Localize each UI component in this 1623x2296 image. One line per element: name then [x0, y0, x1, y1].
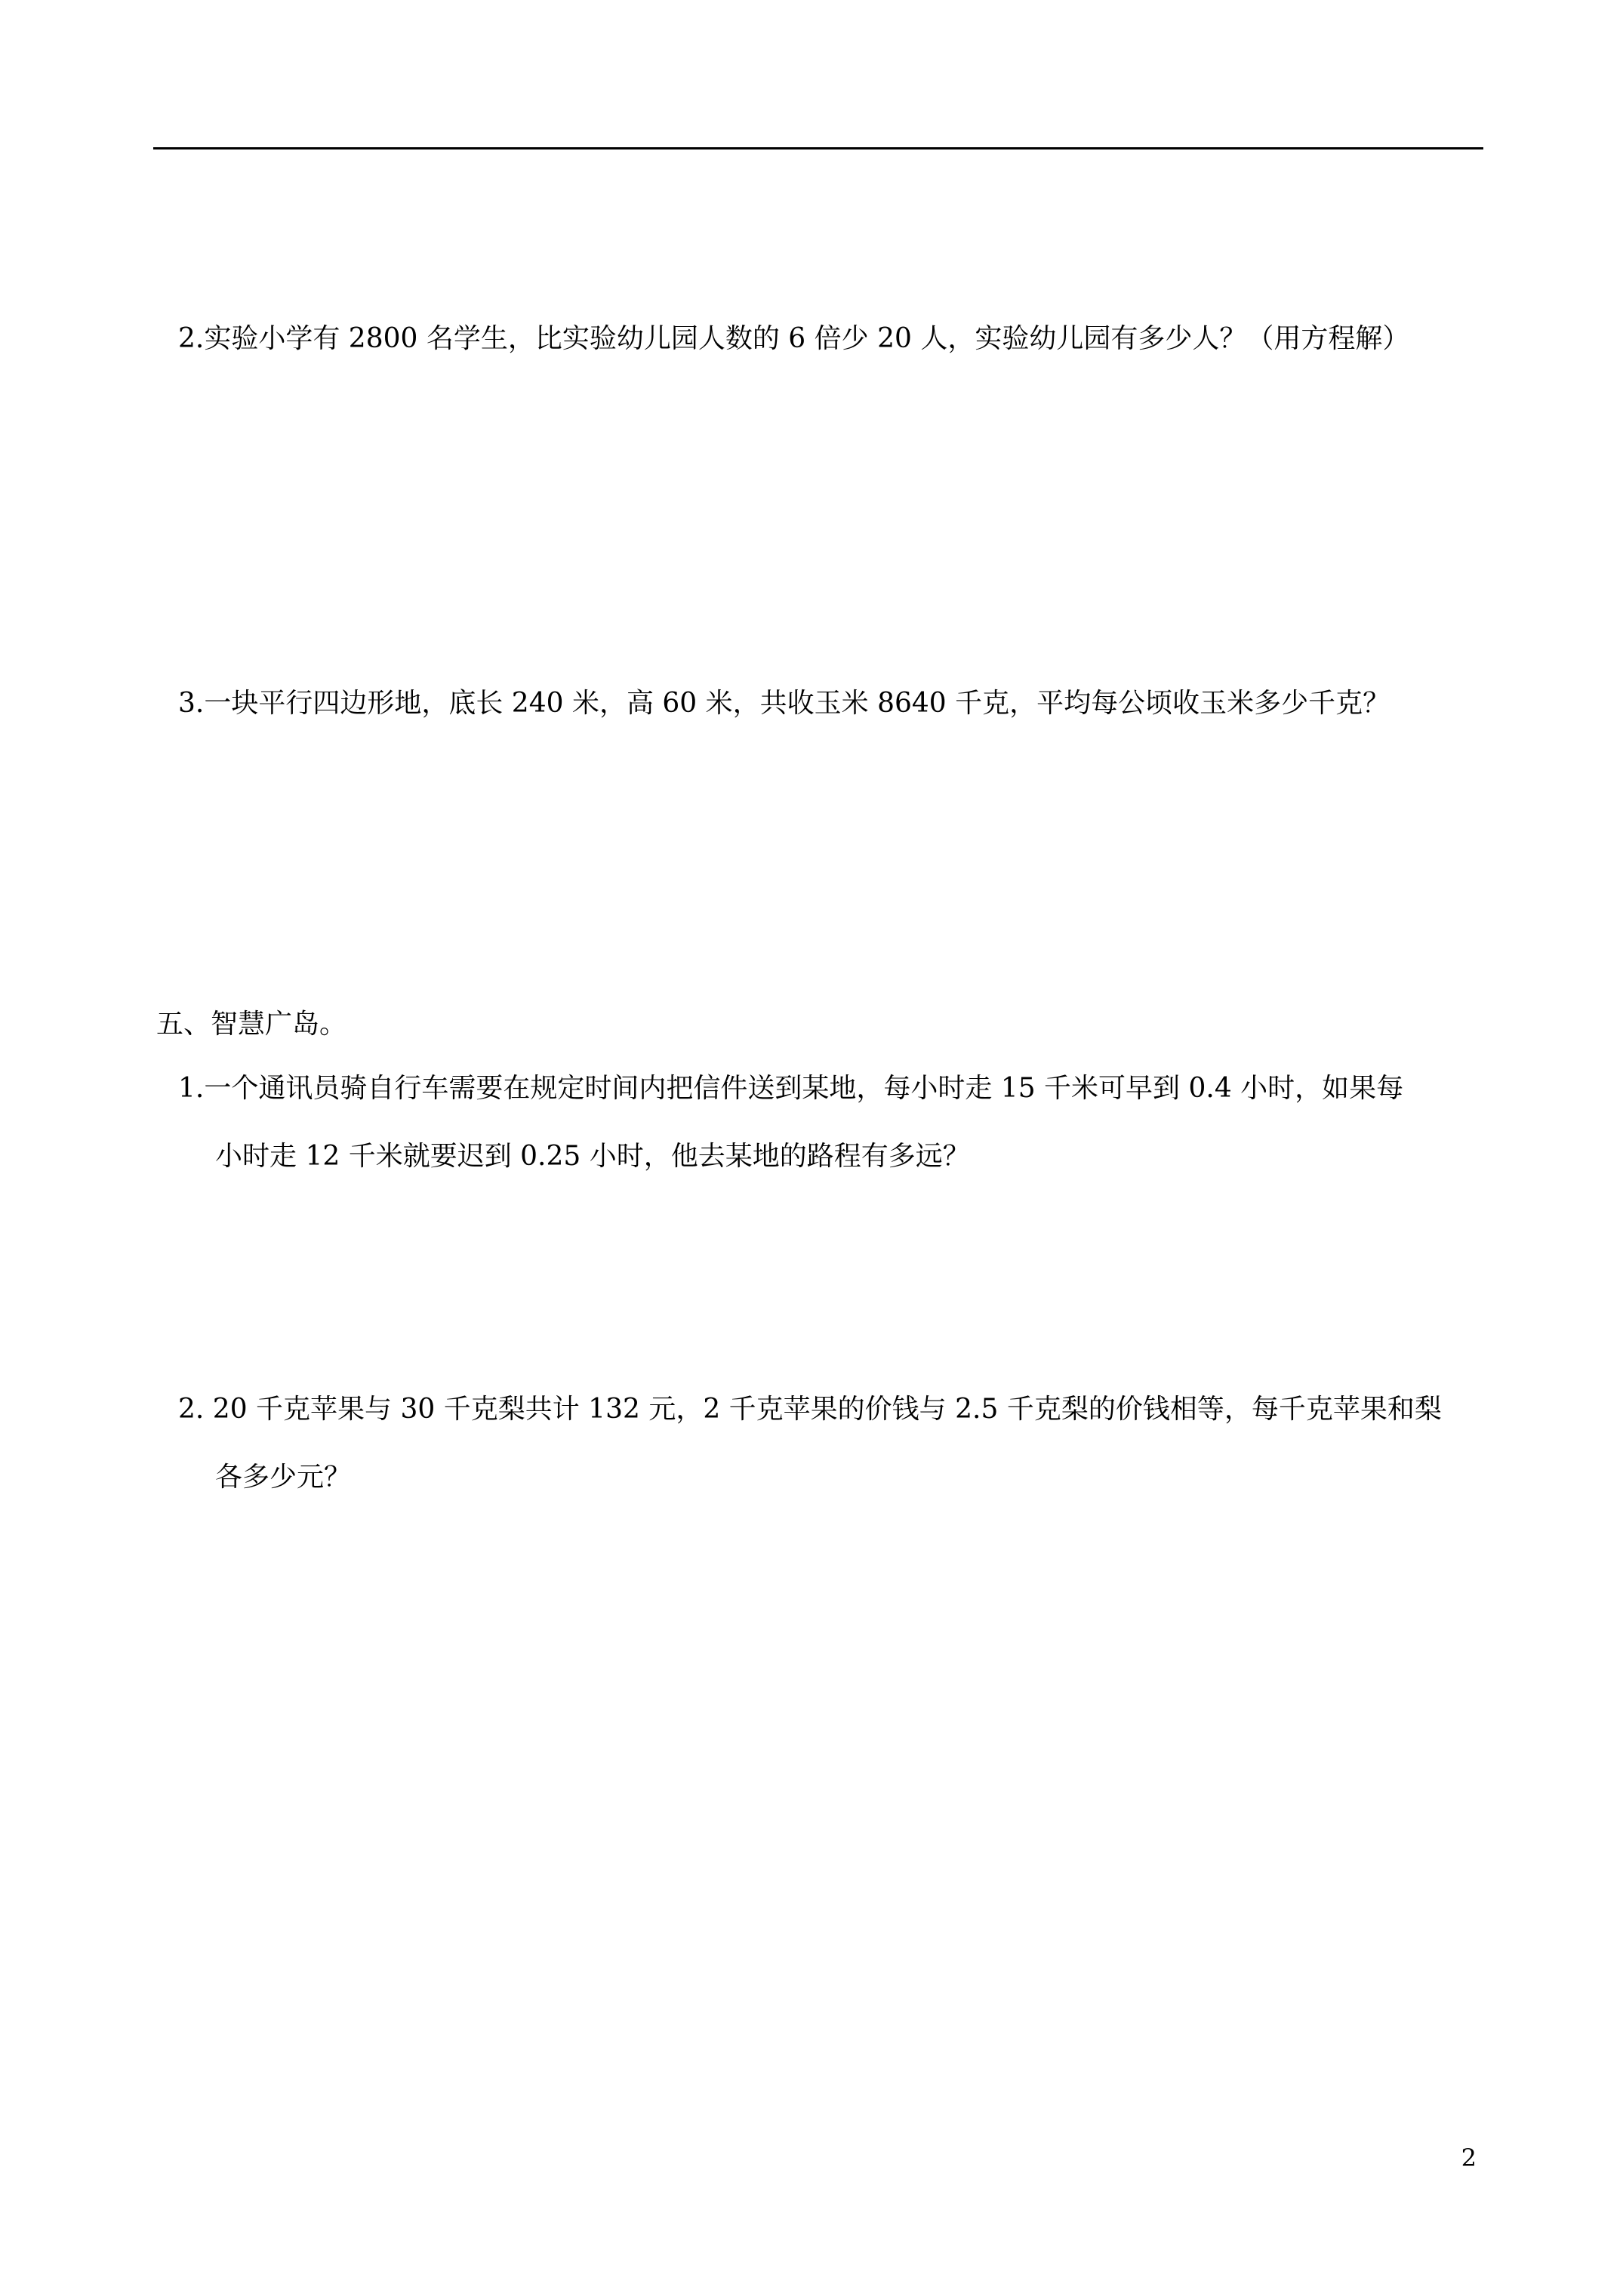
question-5-1-line-2: 小时走 12 千米就要迟到 0.25 小时，他去某地的路程有多远？	[215, 1141, 970, 1172]
section-5-heading: 五、智慧广岛。	[156, 1009, 347, 1040]
question-4-3: 3.一块平行四边形地，底长 240 米，高 60 米，共收玉米 8640 千克，平均每公顷收玉米多少千克？	[178, 688, 1390, 719]
question-5-1-line-1: 1.一个通讯员骑自行车需要在规定时间内把信件送到某地，每小时走 15 千米可早到 0.4 小时，如果每	[178, 1073, 1404, 1104]
page-number: 2	[1461, 2143, 1477, 2172]
header-rule	[153, 147, 1483, 149]
question-5-2-line-2: 各多少元？	[215, 1462, 352, 1493]
question-5-2-line-1: 2. 20 千克苹果与 30 千克梨共计 132 元，2 千克苹果的价钱与 2.5 千克梨的价钱相等，每千克苹果和梨	[178, 1394, 1442, 1425]
question-4-2: 2.实验小学有 2800 名学生，比实验幼儿园人数的 6 倍少 20 人，实验幼儿园有多少人？（用方程解）	[178, 323, 1410, 354]
